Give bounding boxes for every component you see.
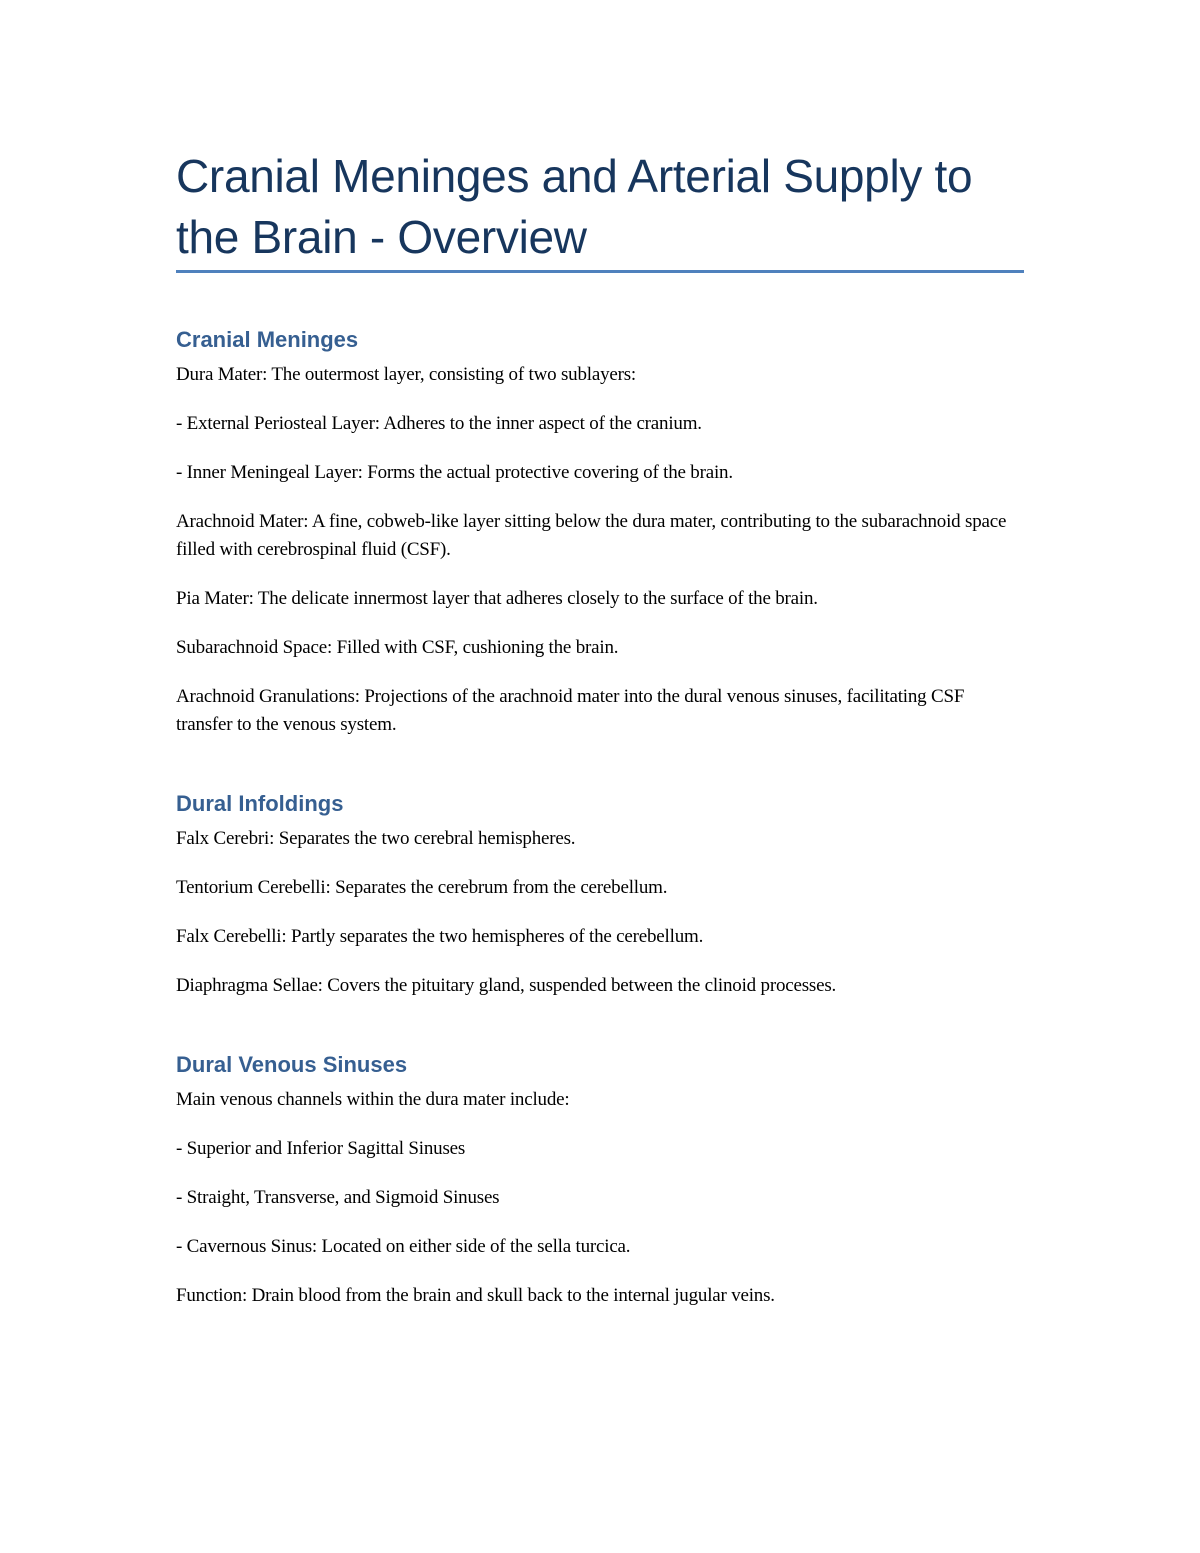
- document-title: Cranial Meninges and Arterial Supply to the Brain - Overview: [176, 150, 973, 263]
- paragraph-straight-transverse-sigmoid-sinuses: - Straight, Transverse, and Sigmoid Sinuses: [176, 1187, 500, 1208]
- paragraph-arachnoid-granulations: Arachnoid Granulations: Projections of the arachnoid mater into the dural venous sinuses, facilitating CSF transfer to the venous system.: [176, 686, 965, 735]
- section-heading-cranial-meninges: Cranial Meninges: [176, 327, 359, 352]
- paragraph-inner-meningeal-layer: - Inner Meningeal Layer: Forms the actual protective covering of the brain.: [176, 462, 733, 483]
- paragraph-main-venous-channels: Main venous channels within the dura mater include:: [176, 1089, 570, 1110]
- paragraph-diaphragma-sellae: Diaphragma Sellae: Covers the pituitary gland, suspended between the clinoid processes.: [176, 975, 837, 996]
- paragraph-tentorium-cerebelli: Tentorium Cerebelli: Separates the cerebrum from the cerebellum.: [176, 877, 668, 898]
- paragraph-falx-cerebri: Falx Cerebri: Separates the two cerebral hemispheres.: [176, 828, 576, 849]
- paragraph-arachnoid-mater: Arachnoid Mater: A fine, cobweb-like layer sitting below the dura mater, contributing to the subarachnoid space filled with cerebrospinal fluid (CSF).: [176, 511, 1007, 560]
- paragraph-pia-mater: Pia Mater: The delicate innermost layer that adheres closely to the surface of the brain.: [176, 588, 818, 609]
- paragraph-function: Function: Drain blood from the brain and skull back to the internal jugular veins.: [176, 1285, 775, 1306]
- section-heading-dural-infoldings: Dural Infoldings: [176, 791, 344, 816]
- paragraph-external-periosteal-layer: - External Periosteal Layer: Adheres to the inner aspect of the cranium.: [176, 413, 702, 434]
- paragraph-subarachnoid-space: Subarachnoid Space: Filled with CSF, cushioning the brain.: [176, 637, 619, 658]
- section-heading-dural-venous-sinuses: Dural Venous Sinuses: [176, 1052, 408, 1077]
- paragraph-cavernous-sinus: - Cavernous Sinus: Located on either side of the sella turcica.: [176, 1236, 631, 1257]
- paragraph-falx-cerebelli: Falx Cerebelli: Partly separates the two hemispheres of the cerebellum.: [176, 926, 704, 947]
- paragraph-sagittal-sinuses: - Superior and Inferior Sagittal Sinuses: [176, 1138, 466, 1159]
- paragraph-dura-mater: Dura Mater: The outermost layer, consisting of two sublayers:: [176, 364, 636, 385]
- title-underline-rule: [176, 270, 1024, 273]
